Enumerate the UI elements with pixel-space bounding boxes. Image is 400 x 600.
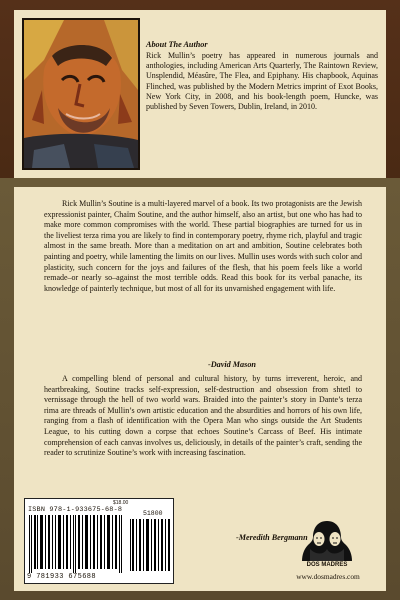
review-signature-1: -David Mason	[208, 360, 256, 369]
isbn-barcode	[24, 498, 174, 584]
barcode-isbn: ISBN 978-1-933675-68-8	[28, 506, 123, 514]
barcode-ean-digits: 9 781933 675688	[27, 573, 97, 581]
publisher-name: DOS MADRES	[306, 562, 348, 568]
portrait-painting	[24, 20, 138, 168]
author-portrait	[22, 18, 140, 170]
review-signature-2: -Meredith Bergmann	[236, 533, 308, 542]
barcode-bars-main	[28, 515, 126, 573]
publisher-website: www.dosmadres.com	[296, 572, 360, 581]
about-author-title: About The Author	[146, 40, 208, 49]
about-author-bio: Rick Mullin’s poetry has appeared in numerous journals and anthologies, including American Arts Quarterly, The Raintown Review, Unsplendid, Méasûre, The Flea, and Epiphany. His chapbook, Aquinas Flinched, was published by the Modern Metrics imprint of Exot Books, New York City, in 2008, and his book-length poem, Huncke, was published by Seven Towers, Dublin, Ireland, in 2010.	[146, 51, 378, 112]
dos-madres-logo-icon	[298, 519, 356, 563]
barcode-bars-add-on	[129, 519, 171, 571]
barcode-add-on-code: 51800	[143, 510, 163, 517]
review-text-1: Rick Mullin’s Soutine is a multi-layered marvel of a book. Its two protagonists are the Jewish expressionist painter, Chaïm Soutine, and the author himself, also an artist, but one who has had to make more common compromises with the world. These partial biographies are turned for us in the liveliest terza rima you are likely to find in contemporary poetry, rhyme rich, playful and tragic almost in the same breath. More than a meditation on art and ambition, Soutine celebrates both painting and poetry, while lamenting the limits on our lives. Mullin uses words with such color and plasticity, such concern for the joys and failures of the flesh, that his poem feels like a world remade–or nearly so–against the most terrible odds. Read this book for its verbal panache, its knowledge of painterly technique, but most of all for its unvarnished engagement with life.	[44, 199, 362, 293]
barcode-price: $18.00	[113, 500, 129, 506]
review-text-2: A compelling blend of personal and cultural history, by turns irreverent, heroic, and heartbreaking, Soutine tracks self-expression, self-destruction and obsession from shtetl to vernissage through the hell of two world wars. Braided into the painter’s story in Dante’s terza rima are threads of Mullin’s own artistic education and the absurdities and horrors of his own life, ranging from a flash of identification with the Opera Man who sings outside the Art Students League, to his cutting down a corpse that echoes Soutine’s Carcass of Beef. His intimate comprehension of each canvas involves us, deliciously, in details of the painter’s craft, sending the reader to scrutinize Soutine’s work with increasing fascination.	[44, 374, 362, 458]
